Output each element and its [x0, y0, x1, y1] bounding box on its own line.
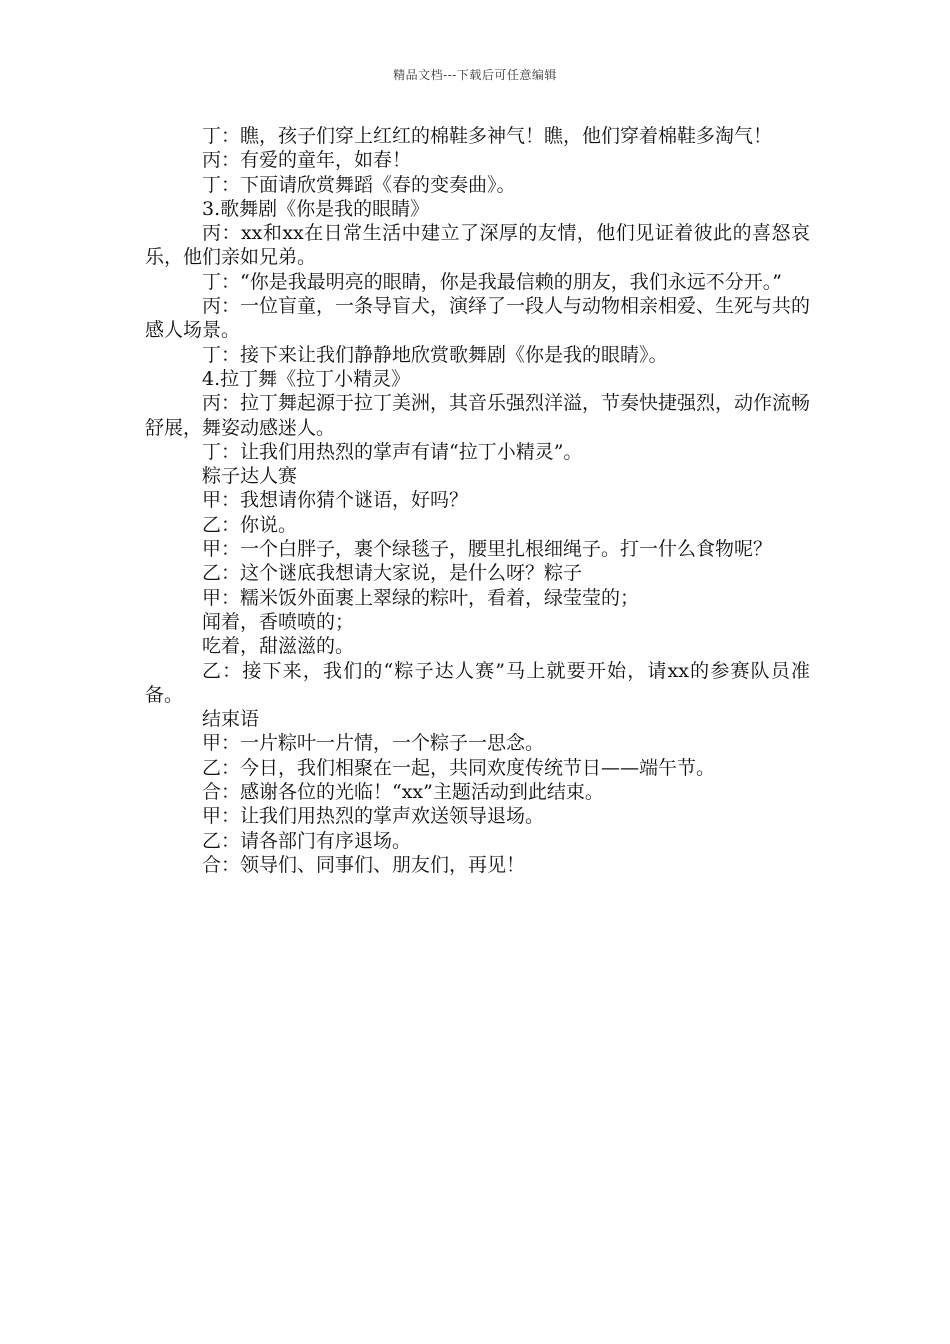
paragraph: 合：领导们、同事们、朋友们，再见！	[202, 853, 526, 876]
page-header: 精品文档---下载后可任意编辑	[393, 68, 557, 82]
paragraph: 吃着，甜滋滋的。	[202, 635, 355, 658]
paragraph: 丙：xx和xx在日常生活中建立了深厚的友情，他们见证着彼此的喜怒哀乐，他们亲如兄弟。	[145, 222, 810, 269]
document-body	[145, 124, 810, 877]
section-heading: 粽子达人赛	[202, 465, 298, 488]
paragraph: 丙：一位盲童，一条导盲犬，演绎了一段人与动物相亲相爱、生死与共的感人场景。	[145, 295, 811, 342]
paragraph: 甲：一个白胖子，裹个绿毯子，腰里扎根细绳子。打一什么食物呢？	[202, 538, 773, 561]
section-heading: 4.拉丁舞《拉丁小精灵》	[202, 367, 411, 390]
paragraph: 丁：让我们用热烈的掌声有请“拉丁小精灵”。	[202, 440, 583, 463]
paragraph: 闻着，香喷喷的；	[202, 610, 355, 633]
paragraph: 甲：让我们用热烈的掌声欢送领导退场。	[202, 805, 545, 828]
paragraph: 乙：请各部门有序退场。	[202, 829, 412, 852]
paragraph: 乙：你说。	[202, 513, 298, 536]
paragraph: 丁：“你是我最明亮的眼睛，你是我最信赖的朋友，我们永远不分开。”	[202, 270, 782, 293]
paragraph: 乙：这个谜底我想请大家说，是什么呀？粽子	[202, 562, 583, 585]
paragraph: 合：感谢各位的光临！“xx”主题活动到此结束。	[202, 781, 604, 804]
paragraph: 丁：接下来让我们静静地欣赏歌舞剧《你是我的眼睛》。	[202, 343, 668, 366]
paragraph: 甲：我想请你猜个谜语，好吗？	[202, 489, 469, 512]
paragraph: 丙：有爱的童年，如春！	[202, 149, 412, 172]
paragraph: 甲：一片粽叶一片情，一个粽子一思念。	[202, 732, 545, 755]
paragraph: 乙：今日，我们相聚在一起，共同欢度传统节日——端午节。	[202, 756, 716, 779]
section-heading: 3.歌舞剧《你是我的眼睛》	[202, 197, 430, 220]
paragraph: 丁：下面请欣赏舞蹈《春的变奏曲》。	[202, 173, 516, 196]
paragraph: 甲：糯米饭外面裹上翠绿的粽叶，看着，绿莹莹的；	[202, 586, 640, 609]
section-heading: 结束语	[202, 708, 260, 731]
paragraph: 丙：拉丁舞起源于拉丁美洲，其音乐强烈洋溢，节奏快捷强烈，动作流畅舒展，舞姿动感迷人。	[145, 392, 811, 439]
paragraph: 丁：瞧，孩子们穿上红红的棉鞋多神气！瞧，他们穿着棉鞋多淘气！	[202, 125, 773, 147]
paragraph: 乙：接下来，我们的“粽子达人赛”马上就要开始，请xx的参赛队员准备。	[145, 659, 810, 706]
